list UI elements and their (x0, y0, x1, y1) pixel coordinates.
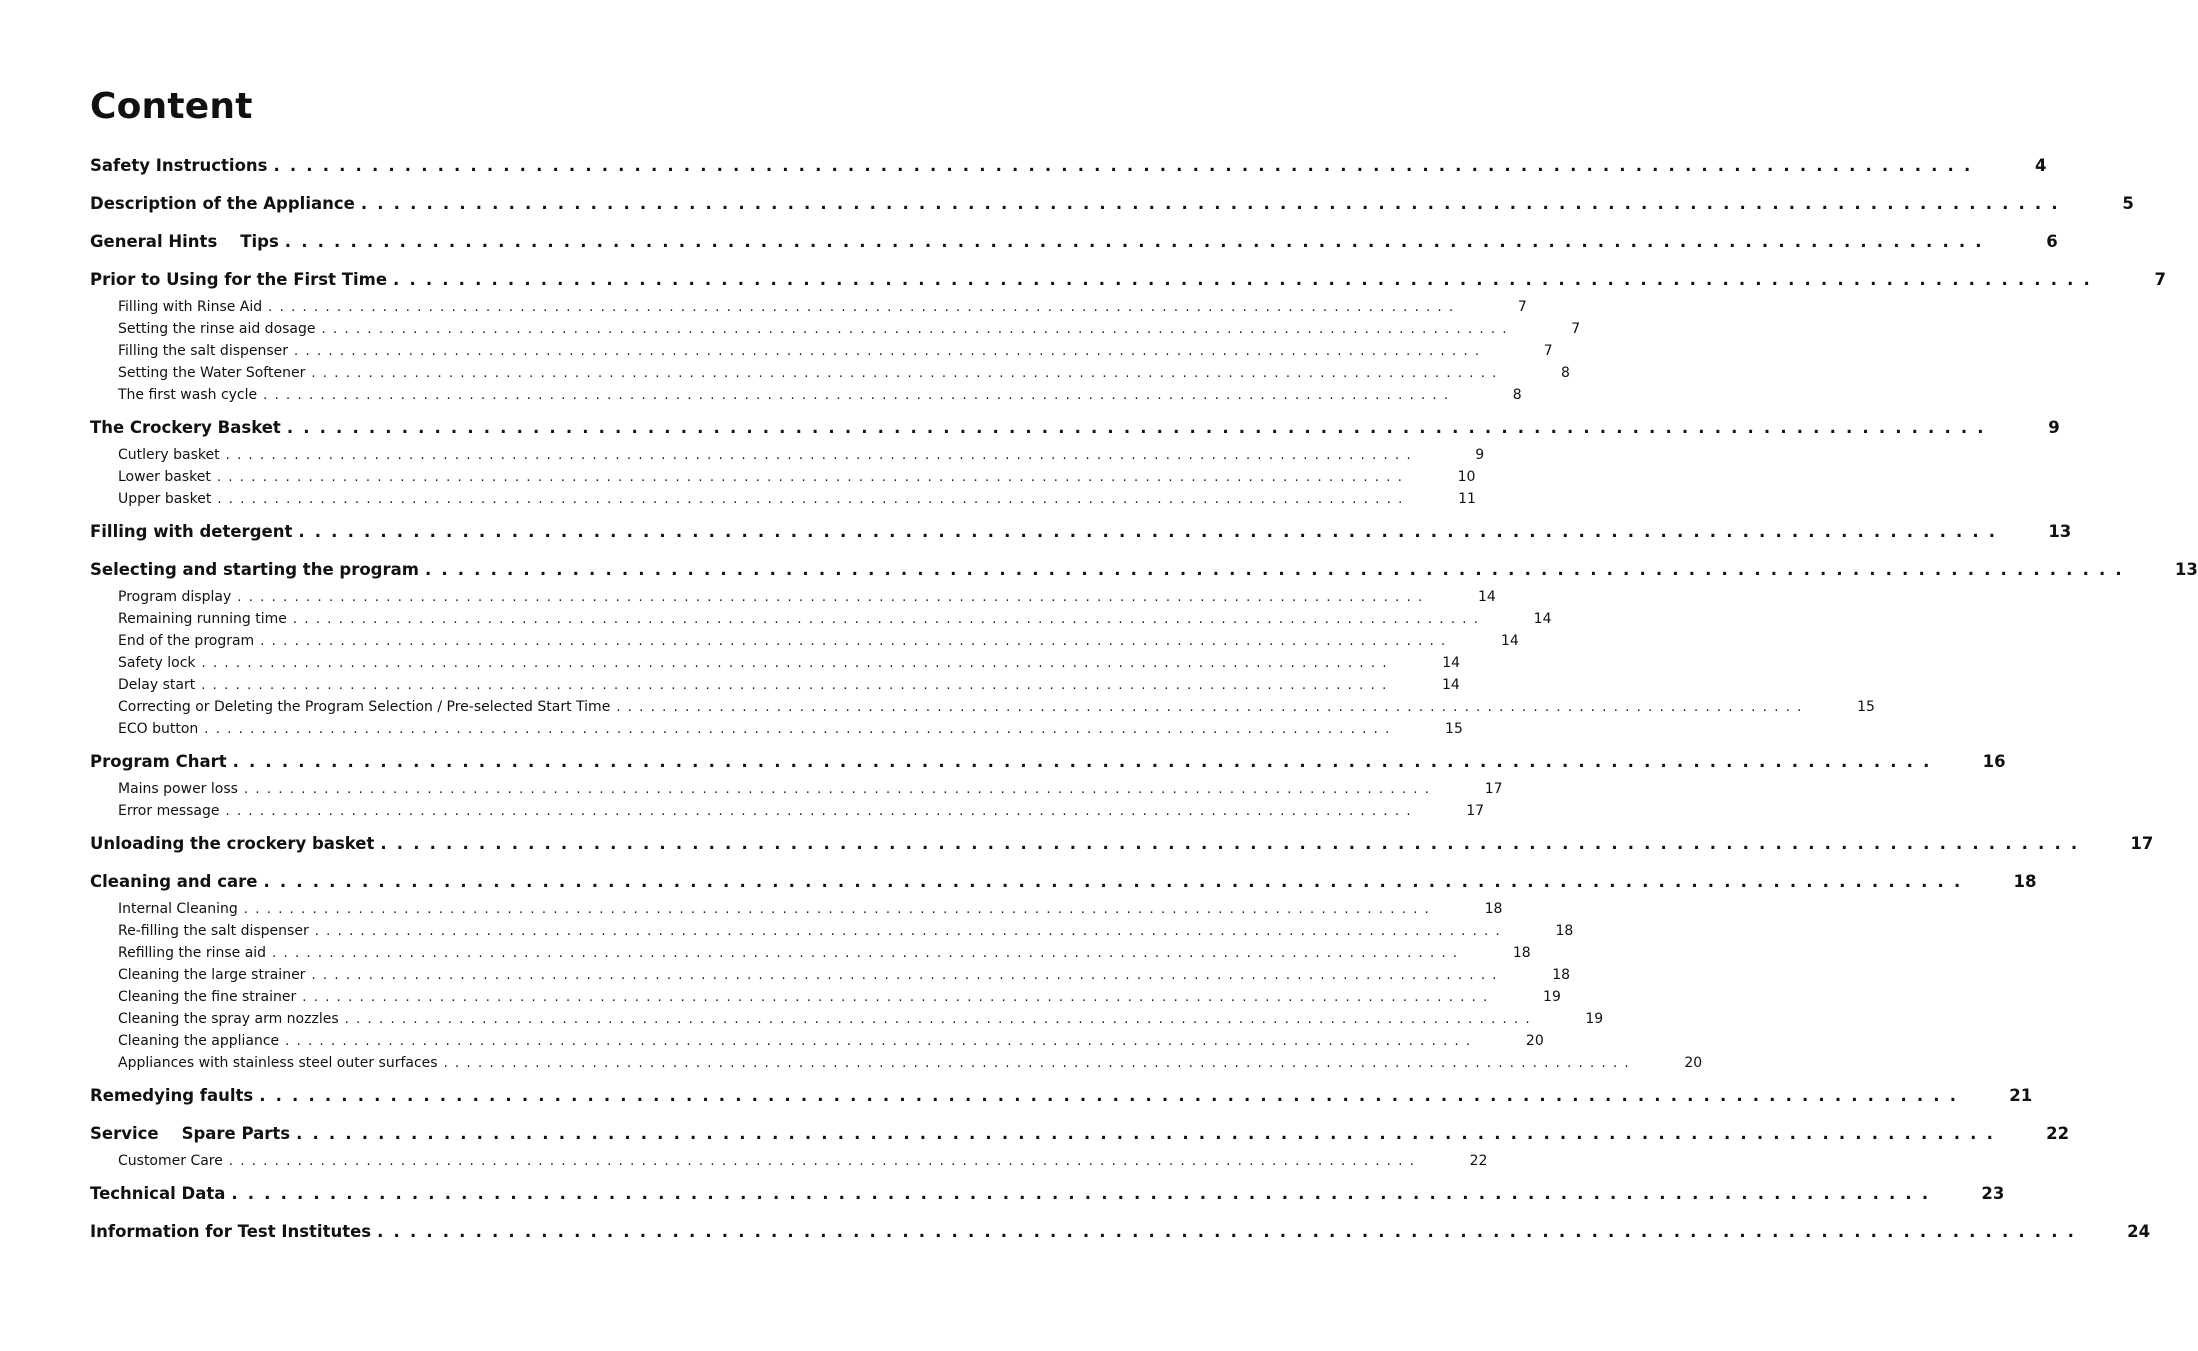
toc-section (90, 522, 2072, 551)
toc-entry-title: Cutlery basket (118, 447, 220, 463)
toc-page-number: 13 (2048, 522, 2072, 541)
toc-section-entry[interactable] (90, 194, 2134, 223)
dot-leader: . . . . . . . . . . . . . . . . . . . . . . . . . . . . . . . . . . . . . . . . . . . . . . . . . . . . . . . . . . . . . . . . . . . . . . . . . . . . . . . . . . . . . . . . . . . . . . . . . . . . . . . . (268, 300, 1455, 315)
toc-page-number: 14 (1441, 677, 1460, 693)
toc-entry-title: The Crockery Basket (90, 418, 281, 437)
toc-subsection-entry[interactable] (90, 611, 1552, 633)
toc-page-number: 18 (1552, 967, 1571, 983)
toc-page-number: 16 (1982, 752, 2006, 771)
toc-subsection-entry[interactable] (90, 901, 1503, 923)
toc-section-entry[interactable] (90, 834, 2154, 863)
toc-page-number: 15 (1445, 721, 1463, 737)
page-title: Content (90, 86, 253, 127)
toc-entry-title: Program Chart (90, 752, 227, 771)
dot-leader: . . . . . . . . . . . . . . . . . . . . . . . . . . . . . . . . . . . . . . . . . . . . . . . . . . . . . . . . . . . . . . . . . . . . . . . . . . . . . . . . . . . . . . . . . . . . . . . . . . . . . . . . (284, 232, 1984, 251)
toc-entry-title: Customer Care (118, 1153, 223, 1169)
toc-page-number: 8 (1561, 365, 1570, 381)
toc-entry-title: Correcting or Deleting the Program Selection / Pre-selected Start Time (118, 699, 611, 715)
dot-leader: . . . . . . . . . . . . . . . . . . . . . . . . . . . . . . . . . . . . . . . . . . . . . . . . . . . . . . . . . . . . . . . . . . . . . . . . . . . . . . . . . . . . . . . . . . . . . . . . . . . . . . . . (311, 968, 1499, 983)
dot-leader: . . . . . . . . . . . . . . . . . . . . . . . . . . . . . . . . . . . . . . . . . . . . . . . . . . . . . . . . . . . . . . . . . . . . . . . . . . . . . . . . . . . . . . . . . . . . . . . . . . . . . . . . (231, 1184, 1931, 1203)
toc-page-number: 6 (2046, 232, 2058, 251)
toc-page-number: 22 (2046, 1124, 2070, 1143)
toc-entry-title: Upper basket (118, 491, 212, 507)
toc-entry-title: Setting the rinse aid dosage (118, 321, 316, 337)
toc-page-number: 9 (2048, 418, 2060, 437)
dot-leader: . . . . . . . . . . . . . . . . . . . . . . . . . . . . . . . . . . . . . . . . . . . . . . . . . . . . . . . . . . . . . . . . . . . . . . . . . . . . . . . . . . . . . . . . . . . . . . . . . . . . . . . . (298, 522, 1998, 541)
dot-leader: . . . . . . . . . . . . . . . . . . . . . . . . . . . . . . . . . . . . . . . . . . . . . . . . . . . . . . . . . . . . . . . . . . . . . . . . . . . . . . . . . . . . . . . . . . . . . . . . . . . . . . . . (380, 834, 2080, 853)
toc-subsection-entry[interactable] (90, 299, 1527, 321)
toc-section (90, 232, 2058, 261)
dot-leader: . . . . . . . . . . . . . . . . . . . . . . . . . . . . . . . . . . . . . . . . . . . . . . . . . . . . . . . . . . . . . . . . . . . . . . . . . . . . . . . . . . . . . . . . . . . . . . . . . . . . . . . . (259, 1086, 1959, 1105)
toc-page-number: 11 (1458, 491, 1476, 507)
toc-page-number: 13 (2174, 560, 2198, 579)
toc-page-number: 14 (1442, 655, 1461, 671)
toc-subsection-entry[interactable] (90, 989, 1561, 1011)
toc-subsection-entry[interactable] (90, 655, 1461, 677)
dot-leader: . . . . . . . . . . . . . . . . . . . . . . . . . . . . . . . . . . . . . . . . . . . . . . . . . . . . . . . . . . . . . . . . . . . . . . . . . . . . . . . . . . . . . . . . . . . . . . . . . . . . . . . . (321, 322, 1509, 337)
toc-section-entry[interactable] (90, 1086, 2033, 1115)
toc-entry-title: Error message (118, 803, 220, 819)
toc-subsection-entry[interactable] (90, 699, 1875, 721)
dot-leader: . . . . . . . . . . . . . . . . . . . . . . . . . . . . . . . . . . . . . . . . . . . . . . . . . . . . . . . . . . . . . . . . . . . . . . . . . . . . . . . . . . . . . . . . . . . . . . . . . . . . . . . . (237, 590, 1424, 605)
toc-page-number: 14 (1533, 611, 1552, 627)
toc-subsection-entry[interactable] (90, 803, 1485, 825)
toc-page-number: 7 (1571, 321, 1581, 337)
toc-section-entry[interactable] (90, 1222, 2151, 1251)
toc-page-number: 20 (1525, 1033, 1544, 1049)
dot-leader: . . . . . . . . . . . . . . . . . . . . . . . . . . . . . . . . . . . . . . . . . . . . . . . . . . . . . . . . . . . . . . . . . . . . . . . . . . . . . . . . . . . . . . . . . . . . . . . . . . . . . . . . (228, 1154, 1416, 1169)
dot-leader: . . . . . . . . . . . . . . . . . . . . . . . . . . . . . . . . . . . . . . . . . . . . . . . . . . . . . . . . . . . . . . . . . . . . . . . . . . . . . . . . . . . . . . . . . . . . . . . . . . . . . . . . (263, 388, 1450, 403)
toc-section-entry[interactable] (90, 270, 2166, 299)
toc-subsection-entry[interactable] (90, 447, 1485, 469)
toc-section-entry[interactable] (90, 872, 2037, 901)
toc-entry-title: Re-filling the salt dispenser (118, 923, 309, 939)
toc-entry-title: Cleaning the large strainer (118, 967, 306, 983)
dot-leader: . . . . . . . . . . . . . . . . . . . . . . . . . . . . . . . . . . . . . . . . . . . . . . . . . . . . . . . . . . . . . . . . . . . . . . . . . . . . . . . . . . . . . . . . . . . . . . . . . . . . . . . . (201, 678, 1388, 693)
dot-leader: . . . . . . . . . . . . . . . . . . . . . . . . . . . . . . . . . . . . . . . . . . . . . . . . . . . . . . . . . . . . . . . . . . . . . . . . . . . . . . . . . . . . . . . . . . . . . . . . . . . . . . . . (201, 656, 1389, 671)
toc-section (90, 1184, 2005, 1213)
toc-section-entry[interactable] (90, 156, 2047, 185)
toc-subsection-entry[interactable] (90, 387, 1522, 409)
dot-leader: . . . . . . . . . . . . . . . . . . . . . . . . . . . . . . . . . . . . . . . . . . . . . . . . . . . . . . . . . . . . . . . . . . . . . . . . . . . . . . . . . . . . . . . . . . . . . . . . . . . . . . . . (311, 366, 1498, 381)
toc-section (90, 194, 2134, 223)
toc-entry-title: Delay start (118, 677, 196, 693)
toc-page-number: 18 (1484, 901, 1503, 917)
toc-page-number: 20 (1684, 1055, 1703, 1071)
dot-leader: . . . . . . . . . . . . . . . . . . . . . . . . . . . . . . . . . . . . . . . . . . . . . . . . . . . . . . . . . . . . . . . . . . . . . . . . . . . . . . . . . . . . . . . . . . . . . . . . . . . . . . . . (243, 902, 1431, 917)
toc-section-entry[interactable] (90, 522, 2072, 551)
toc-entry-title: Mains power loss (118, 781, 238, 797)
dot-leader: . . . . . . . . . . . . . . . . . . . . . . . . . . . . . . . . . . . . . . . . . . . . . . . . . . . . . . . . . . . . . . . . . . . . . . . . . . . . . . . . . . . . . . . . . . . . . . . . . . . . . . . . (294, 344, 1481, 359)
toc-entry-title: Remaining running time (118, 611, 287, 627)
toc-page-number: 18 (1555, 923, 1574, 939)
toc-entry-title: Cleaning the appliance (118, 1033, 280, 1049)
toc-page-number: 22 (1469, 1153, 1488, 1169)
toc-entry-title: General Hints Tips (90, 232, 279, 251)
toc-section (90, 560, 2198, 743)
toc-entry-title: Cleaning the fine strainer (118, 989, 297, 1005)
toc-subsection-entry[interactable] (90, 781, 1503, 803)
toc-page-number: 14 (1478, 589, 1496, 605)
dot-leader: . . . . . . . . . . . . . . . . . . . . . . . . . . . . . . . . . . . . . . . . . . . . . . . . . . . . . . . . . . . . . . . . . . . . . . . . . . . . . . . . . . . . . . . . . . . . . . . . . . . . . . . . (393, 270, 2092, 289)
dot-leader: . . . . . . . . . . . . . . . . . . . . . . . . . . . . . . . . . . . . . . . . . . . . . . . . . . . . . . . . . . . . . . . . . . . . . . . . . . . . . . . . . . . . . . . . . . . . . . . . . . . . . . . . (232, 752, 1932, 771)
toc-entry-title: Prior to Using for the First Time (90, 270, 388, 289)
toc-subsection-entry[interactable] (90, 1153, 1488, 1175)
toc-entry-title: Service Spare Parts (90, 1124, 291, 1143)
toc-page-number: 7 (2154, 270, 2166, 289)
toc-entry-title: Technical Data (90, 1184, 226, 1203)
toc-section (90, 834, 2154, 863)
toc-page-number: 7 (1543, 343, 1553, 359)
dot-leader: . . . . . . . . . . . . . . . . . . . . . . . . . . . . . . . . . . . . . . . . . . . . . . . . . . . . . . . . . . . . . . . . . . . . . . . . . . . . . . . . . . . . . . . . . . . . . . . . . . . . . . . . (314, 924, 1502, 939)
toc-page-number: 4 (2034, 156, 2047, 175)
toc-subsection-entry[interactable] (90, 321, 1581, 343)
toc-page-number: 14 (1500, 633, 1519, 649)
toc-page-number: 17 (1484, 781, 1503, 797)
toc-entry-title: Refilling the rinse aid (118, 945, 267, 961)
toc-page-number: 18 (1512, 945, 1531, 961)
dot-leader: . . . . . . . . . . . . . . . . . . . . . . . . . . . . . . . . . . . . . . . . . . . . . . . . . . . . . . . . . . . . . . . . . . . . . . . . . . . . . . . . . . . . . . . . . . . . . . . . . . . . . . . . (225, 804, 1413, 819)
toc-subsection-entry[interactable] (90, 491, 1476, 513)
dot-leader: . . . . . . . . . . . . . . . . . . . . . . . . . . . . . . . . . . . . . . . . . . . . . . . . . . . . . . . . . . . . . . . . . . . . . . . . . . . . . . . . . . . . . . . . . . . . . . . . . . . . . . . . (286, 418, 1986, 437)
toc-page-number: 15 (1857, 699, 1875, 715)
toc-page-number: 8 (1512, 387, 1522, 403)
toc-section-entry[interactable] (90, 418, 2060, 447)
toc-section (90, 418, 2060, 513)
dot-leader: . . . . . . . . . . . . . . . . . . . . . . . . . . . . . . . . . . . . . . . . . . . . . . . . . . . . . . . . . . . . . . . . . . . . . . . . . . . . . . . . . . . . . . . . . . . . . . . . . . . . . . . . (424, 560, 2124, 579)
dot-leader: . . . . . . . . . . . . . . . . . . . . . . . . . . . . . . . . . . . . . . . . . . . . . . . . . . . . . . . . . . . . . . . . . . . . . . . . . . . . . . . . . . . . . . . . . . . . . . . . . . . . . . . . (225, 448, 1413, 463)
toc-section (90, 752, 2006, 825)
dot-leader: . . . . . . . . . . . . . . . . . . . . . . . . . . . . . . . . . . . . . . . . . . . . . . . . . . . . . . . . . . . . . . . . . . . . . . . . . . . . . . . . . . . . . . . . . . . . . . . . . . . . . . . . (292, 612, 1480, 627)
dot-leader: . . . . . . . . . . . . . . . . . . . . . . . . . . . . . . . . . . . . . . . . . . . . . . . . . . . . . . . . . . . . . . . . . . . . . . . . . . . . . . . . . . . . . . . . . . . . . . . . . . . . . . . . (302, 990, 1489, 1005)
toc-entry-title: Unloading the crockery basket (90, 834, 375, 853)
toc-entry-title: Appliances with stainless steel outer surfaces (118, 1055, 438, 1071)
toc-subsection-entry[interactable] (90, 677, 1460, 699)
table-of-contents (90, 156, 2198, 1260)
toc-page-number: 21 (2009, 1086, 2033, 1105)
toc-section-entry[interactable] (90, 560, 2198, 589)
dot-leader: . . . . . . . . . . . . . . . . . . . . . . . . . . . . . . . . . . . . . . . . . . . . . . . . . . . . . . . . . . . . . . . . . . . . . . . . . . . . . . . . . . . . . . . . . . . . . . . . . . . . . . . . (263, 872, 1963, 891)
dot-leader: . . . . . . . . . . . . . . . . . . . . . . . . . . . . . . . . . . . . . . . . . . . . . . . . . . . . . . . . . . . . . . . . . . . . . . . . . . . . . . . . . . . . . . . . . . . . . . . . . . . . . . . . (360, 194, 2060, 213)
toc-subsection-entry[interactable] (90, 633, 1519, 655)
dot-leader: . . . . . . . . . . . . . . . . . . . . . . . . . . . . . . . . . . . . . . . . . . . . . . . . . . . . . . . . . . . . . . . . . . . . . . . . . . . . . . . . . . . . . . . . . . . . . . . . . . . . . . . . (377, 1222, 2077, 1241)
dot-leader: . . . . . . . . . . . . . . . . . . . . . . . . . . . . . . . . . . . . . . . . . . . . . . . . . . . . . . . . . . . . . . . . . . . . . . . . . . . . . . . . . . . . . . . . . . . . . . . . . . . . . . . . (216, 470, 1404, 485)
toc-subsection-entry[interactable] (90, 1033, 1544, 1055)
toc-section-entry[interactable] (90, 1184, 2005, 1213)
toc-entry-title: Safety Instructions (90, 156, 268, 175)
toc-entry-title: Filling with Rinse Aid (118, 299, 263, 315)
toc-entry-title: Lower basket (118, 469, 211, 485)
toc-entry-title: Remedying faults (90, 1086, 254, 1105)
dot-leader: . . . . . . . . . . . . . . . . . . . . . . . . . . . . . . . . . . . . . . . . . . . . . . . . . . . . . . . . . . . . . . . . . . . . . . . . . . . . . . . . . . . . . . . . . . . . . . . . . . . . . . . . (344, 1012, 1532, 1027)
toc-section-entry[interactable] (90, 1124, 2070, 1153)
toc-entry-title: Internal Cleaning (118, 901, 238, 917)
toc-entry-title: Information for Test Institutes (90, 1222, 372, 1241)
toc-subsection-entry[interactable] (90, 589, 1496, 611)
toc-subsection-entry[interactable] (90, 923, 1574, 945)
toc-entry-title: Safety lock (118, 655, 196, 671)
toc-subsection-entry[interactable] (90, 967, 1571, 989)
dot-leader: . . . . . . . . . . . . . . . . . . . . . . . . . . . . . . . . . . . . . . . . . . . . . . . . . . . . . . . . . . . . . . . . . . . . . . . . . . . . . . . . . . . . . . . . . . . . . . . . . . . . . . . . (273, 156, 1973, 175)
toc-subsection-entry[interactable] (90, 343, 1553, 365)
toc-section (90, 1124, 2070, 1175)
toc-entry-title: Cleaning the spray arm nozzles (118, 1011, 339, 1027)
toc-entry-title: Cleaning and care (90, 872, 258, 891)
toc-entry-title: ECO button (118, 721, 199, 737)
toc-entry-title: Filling with detergent (90, 522, 293, 541)
toc-page-number: 17 (1466, 803, 1485, 819)
toc-entry-title: Selecting and starting the program (90, 560, 419, 579)
dot-leader: . . . . . . . . . . . . . . . . . . . . . . . . . . . . . . . . . . . . . . . . . . . . . . . . . . . . . . . . . . . . . . . . . . . . . . . . . . . . . . . . . . . . . . . . . . . . . . . . . . . . . . . . (260, 634, 1447, 649)
toc-page-number: 7 (1517, 299, 1527, 315)
toc-section-entry[interactable] (90, 232, 2058, 261)
toc-page-number: 5 (2122, 194, 2134, 213)
dot-leader: . . . . . . . . . . . . . . . . . . . . . . . . . . . . . . . . . . . . . . . . . . . . . . . . . . . . . . . . . . . . . . . . . . . . . . . . . . . . . . . . . . . . . . . . . . . . . . . . . . . . . . . . (217, 492, 1404, 507)
dot-leader: . . . . . . . . . . . . . . . . . . . . . . . . . . . . . . . . . . . . . . . . . . . . . . . . . . . . . . . . . . . . . . . . . . . . . . . . . . . . . . . . . . . . . . . . . . . . . . . . . . . . . . . . (272, 946, 1459, 961)
toc-entry-title: Filling the salt dispenser (118, 343, 289, 359)
toc-subsection-entry[interactable] (90, 1011, 1604, 1033)
toc-page-number: 23 (1981, 1184, 2005, 1203)
dot-leader: . . . . . . . . . . . . . . . . . . . . . . . . . . . . . . . . . . . . . . . . . . . . . . . . . . . . . . . . . . . . . . . . . . . . . . . . . . . . . . . . . . . . . . . . . . . . . . . . . . . . . . . . (443, 1056, 1631, 1071)
toc-section (90, 1086, 2033, 1115)
toc-page-number: 17 (2130, 834, 2154, 853)
dot-leader: . . . . . . . . . . . . . . . . . . . . . . . . . . . . . . . . . . . . . . . . . . . . . . . . . . . . . . . . . . . . . . . . . . . . . . . . . . . . . . . . . . . . . . . . . . . . . . . . . . . . . . . . (285, 1034, 1472, 1049)
toc-section (90, 156, 2047, 185)
toc-subsection-entry[interactable] (90, 721, 1463, 743)
toc-section (90, 1222, 2151, 1251)
dot-leader: . . . . . . . . . . . . . . . . . . . . . . . . . . . . . . . . . . . . . . . . . . . . . . . . . . . . . . . . . . . . . . . . . . . . . . . . . . . . . . . . . . . . . . . . . . . . . . . . . . . . . . . . (616, 700, 1803, 715)
toc-entry-title: End of the program (118, 633, 255, 649)
toc-subsection-entry[interactable] (90, 1055, 1703, 1077)
toc-page-number: 19 (1585, 1011, 1604, 1027)
dot-leader: . . . . . . . . . . . . . . . . . . . . . . . . . . . . . . . . . . . . . . . . . . . . . . . . . . . . . . . . . . . . . . . . . . . . . . . . . . . . . . . . . . . . . . . . . . . . . . . . . . . . . . . . (204, 722, 1391, 737)
dot-leader: . . . . . . . . . . . . . . . . . . . . . . . . . . . . . . . . . . . . . . . . . . . . . . . . . . . . . . . . . . . . . . . . . . . . . . . . . . . . . . . . . . . . . . . . . . . . . . . . . . . . . . . . (296, 1124, 1996, 1143)
toc-entry-title: Setting the Water Softener (118, 365, 306, 381)
toc-entry-title: Description of the Appliance (90, 194, 355, 213)
toc-page-number: 19 (1543, 989, 1561, 1005)
toc-entry-title: The first wash cycle (118, 387, 258, 403)
toc-page-number: 24 (2127, 1222, 2151, 1241)
toc-section-entry[interactable] (90, 752, 2006, 781)
toc-section (90, 270, 2166, 409)
toc-subsection-entry[interactable] (90, 945, 1531, 967)
toc-section (90, 872, 2037, 1077)
dot-leader: . . . . . . . . . . . . . . . . . . . . . . . . . . . . . . . . . . . . . . . . . . . . . . . . . . . . . . . . . . . . . . . . . . . . . . . . . . . . . . . . . . . . . . . . . . . . . . . . . . . . . . . . (243, 782, 1431, 797)
toc-entry-title: Program display (118, 589, 232, 605)
toc-subsection-entry[interactable] (90, 469, 1476, 491)
toc-page-number: 10 (1457, 469, 1476, 485)
toc-page-number: 18 (2013, 872, 2037, 891)
toc-subsection-entry[interactable] (90, 365, 1570, 387)
toc-page-number: 9 (1475, 447, 1485, 463)
